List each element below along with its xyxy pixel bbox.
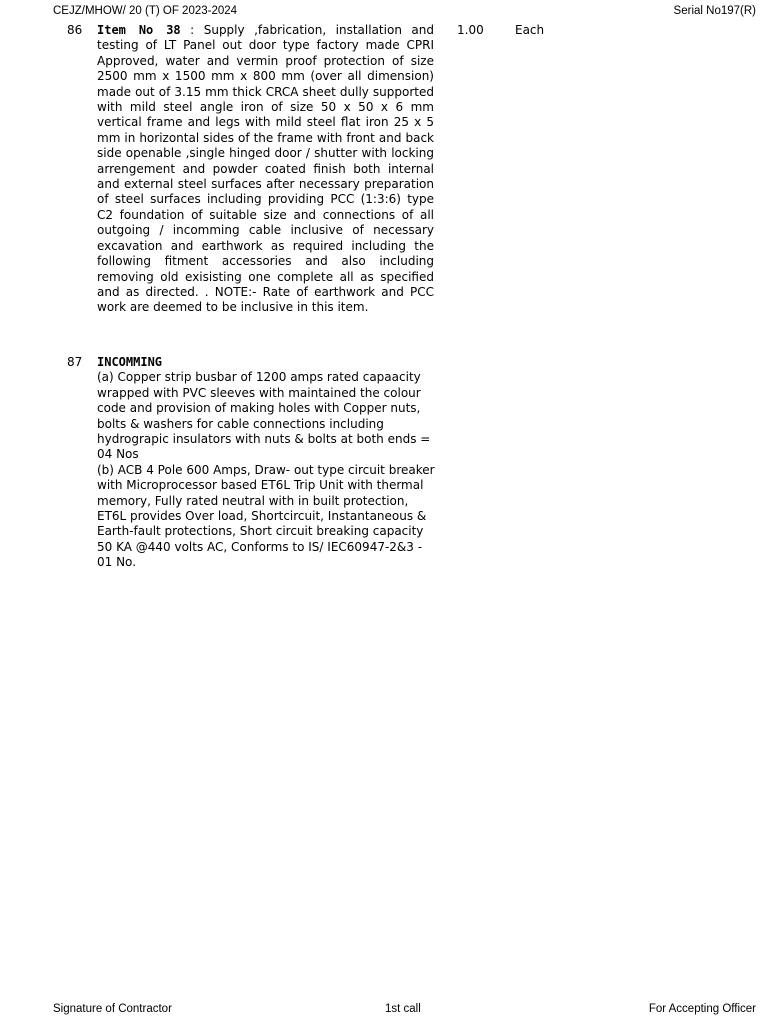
item-title: INCOMMING xyxy=(97,355,163,369)
serial-number: Serial No197(R) xyxy=(673,5,756,17)
item-separator: : xyxy=(180,23,204,37)
item-text: Supply ,fabrication, installation and testing of LT Panel out door type factory made CPRI Approved, water and vermin proof protection of size 2500 mm x 1500 mm x 800 mm (over all dimension) made out of 3.15 mm thick CRCA sheet dully supported with mild steel angle iron of size 50 x 50 x 6 mm vertical frame and legs with mild steel flat iron 25 x 5 mm in horizontal sides of the frame with front and back side openable ,single hinged door / shutter with locking arrengement and powder coated finish both internal and external steel surfaces after necessary preparation of steel surfaces including providing PCC (1:3:6) type C2 foundation of suitable size and connections of all outgoing / incomming cable inclusive of necessary excavation and earthwork as required including the following fitment accessories and also including removing old exisisting one complete all as specified and as directed. . NOTE:- Rate of earthwork and PCC work are deemed to be inclusive in this item. xyxy=(97,23,435,315)
item-title: Item No 38 xyxy=(97,23,181,37)
item-number: 86 xyxy=(67,23,83,37)
item-description xyxy=(97,23,434,316)
contractor-signature-label: Signature of Contractor xyxy=(53,1003,172,1015)
item-quantity: 1.00 xyxy=(457,23,484,37)
call-label: 1st call xyxy=(385,1003,421,1015)
item-part-a: (a) Copper strip busbar of 1200 amps rated capaacity wrapped with PVC sleeves with maintained the colour code and provision of making holes with Copper nuts, bolts & washers for cable connections including hydrograpic insulators with nuts & bolts at both ends = 04 Nos xyxy=(97,370,431,462)
accepting-officer-label: For Accepting Officer xyxy=(648,1003,756,1015)
item-part-b: (b) ACB 4 Pole 600 Amps, Draw- out type circuit breaker with Microprocessor based ET6L Trip Unit with thermal memory, Fully rated neutral with in built protection, ET6L provides Over load, Shortcircuit, Instantaneous & Earth-fault protections, Short circuit breaking capacity 50 KA @440 volts AC, Conforms to IS/ IEC60947-2&3 - 01 No. xyxy=(97,462,435,570)
item-number: 87 xyxy=(67,355,83,369)
item-unit: Each xyxy=(515,23,545,37)
item-description xyxy=(97,355,437,571)
document-reference: CEJZ/MHOW/ 20 (T) OF 2023-2024 xyxy=(53,5,238,17)
